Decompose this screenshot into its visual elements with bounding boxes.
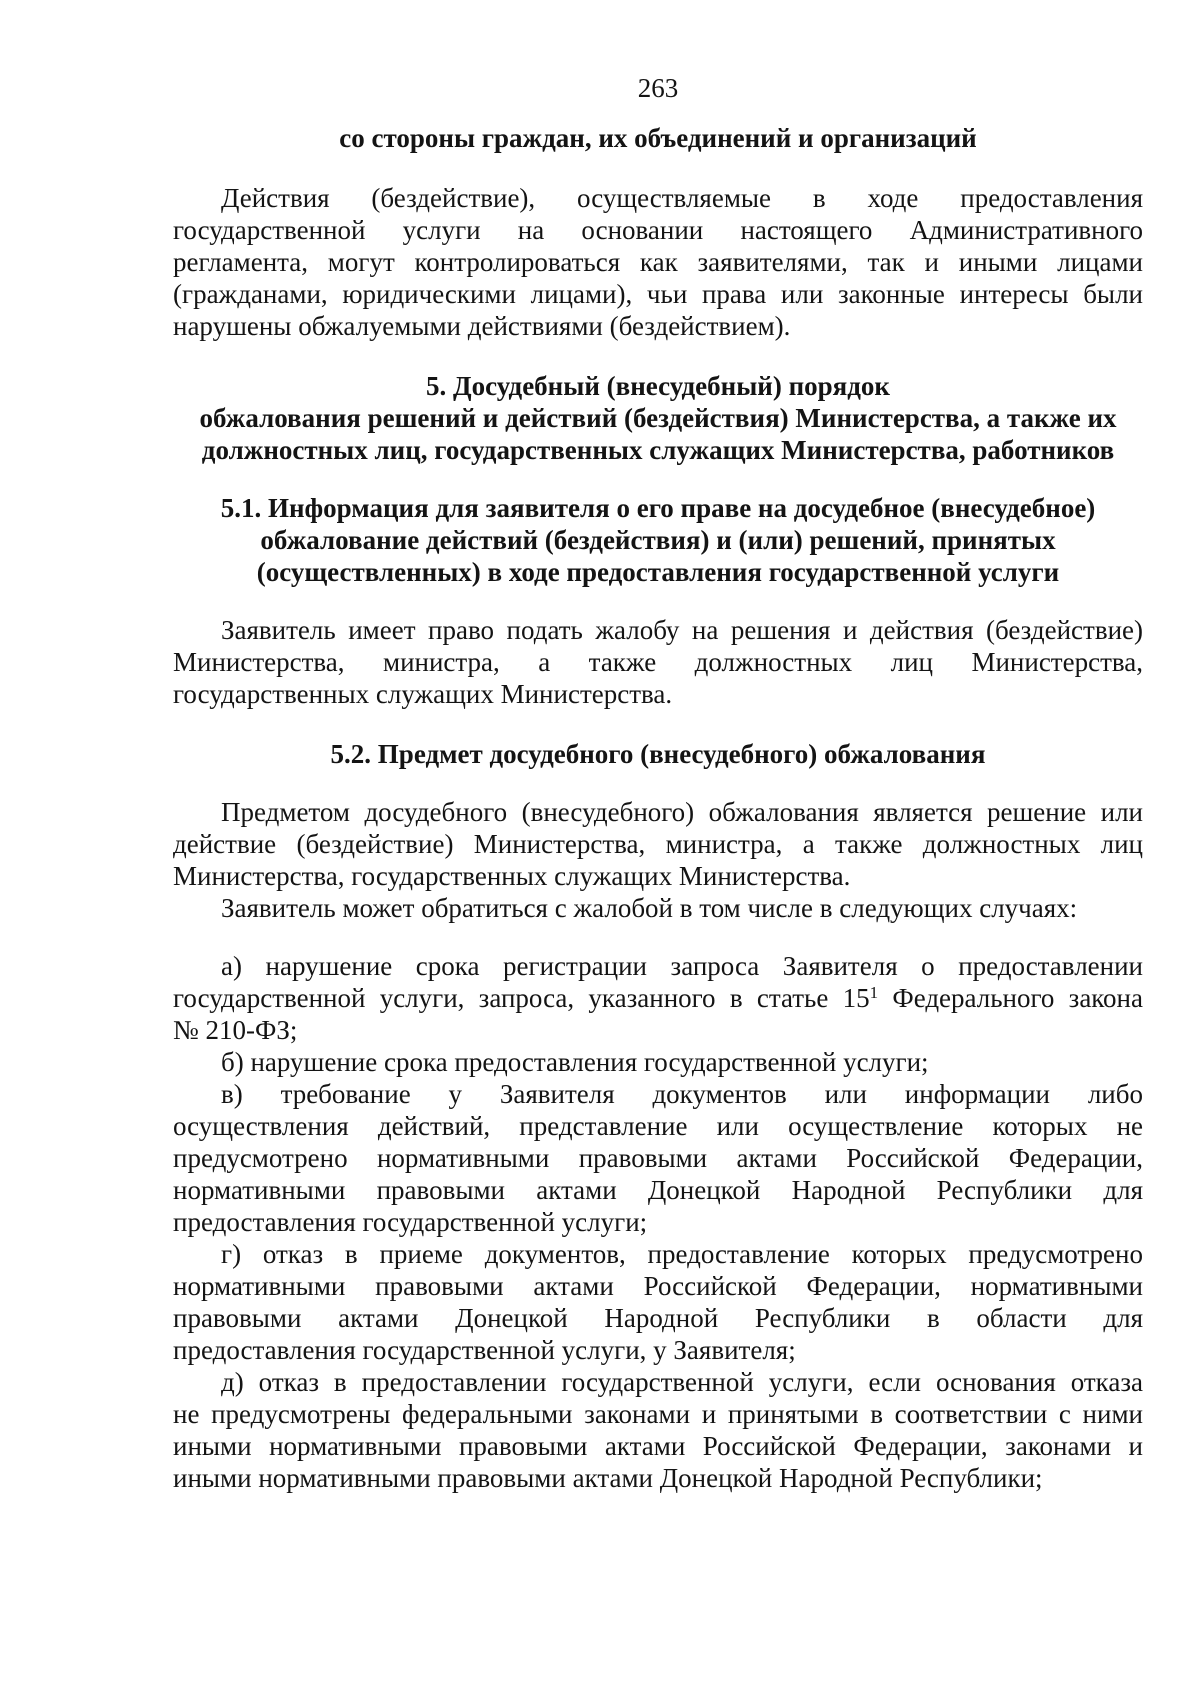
paragraph-line: Предметом досудебного (внесудебного) обжалования является решение или: [221, 797, 1143, 827]
paragraph-line: регламента, могут контролироваться как заявителями, так и иными лицами: [173, 247, 1143, 277]
section-5-1-title: (осуществленных) в ходе предоставления государственной услуги: [256, 557, 1060, 587]
list-item-a-line: № 210-ФЗ;: [173, 1015, 298, 1045]
paragraph-line: Министерства, государственных служащих Министерства.: [173, 861, 851, 891]
section-5-1-title: обжалование действий (бездействия) и (или) решений, принятых: [260, 525, 1056, 555]
list-item-g: г) отказ в приеме документов, предоставление которых предусмотрено: [221, 1239, 1143, 1269]
list-item-d-line: иными нормативными правовыми актами Донецкой Народной Республики;: [173, 1463, 1043, 1493]
paragraph-line: нарушены обжалуемыми действиями (бездействием).: [173, 311, 791, 341]
paragraph-line: государственной услуги на основании настоящего Административного: [173, 215, 1143, 245]
section-heading-continuation: со стороны граждан, их объединений и организаций: [339, 123, 977, 153]
list-item-b: б) нарушение срока предоставления государственной услуги;: [221, 1047, 929, 1077]
list-item-d-line: не предусмотрены федеральными законами и принятыми в соответствии с ними: [173, 1399, 1143, 1429]
page-number: 263: [637, 73, 679, 103]
list-item-g-line: предоставления государственной услуги, у Заявителя;: [173, 1335, 796, 1365]
list-item-v: в) требование у Заявителя документов или информации либо: [221, 1079, 1143, 1109]
list-item-v-line: осуществления действий, представление или осуществление которых не: [173, 1111, 1143, 1141]
list-item-d: д) отказ в предоставлении государственной услуги, если основания отказа: [221, 1367, 1143, 1397]
section-5-2-title: 5.2. Предмет досудебного (внесудебного) обжалования: [330, 739, 986, 769]
paragraph-line: Заявитель имеет право подать жалобу на решения и действия (бездействие): [221, 615, 1143, 645]
paragraph-line: Заявитель может обратиться с жалобой в том числе в следующих случаях:: [221, 893, 1078, 923]
section-5-1-title: 5.1. Информация для заявителя о его праве на досудебное (внесудебное): [220, 493, 1096, 523]
list-item-v-line: нормативными правовыми актами Донецкой Народной Республики для: [173, 1175, 1143, 1205]
section-5-title: 5. Досудебный (внесудебный) порядок: [426, 371, 890, 401]
paragraph-line: (гражданами, юридическими лицами), чьи права или законные интересы были: [173, 279, 1143, 309]
section-5-title: должностных лиц, государственных служащих Министерства, работников: [201, 435, 1115, 465]
list-item-g-line: нормативными правовыми актами Российской Федерации, нормативными: [173, 1271, 1143, 1301]
list-item-v-line: предусмотрено нормативными правовыми актами Российской Федерации,: [173, 1143, 1143, 1173]
superscript: 1: [869, 983, 879, 1002]
paragraph-line: действие (бездействие) Министерства, министра, а также должностных лиц: [173, 829, 1143, 859]
list-item-g-line: правовыми актами Донецкой Народной Республики в области для: [173, 1303, 1143, 1333]
section-5-title: обжалования решений и действий (бездействия) Министерства, а также их: [199, 403, 1117, 433]
paragraph-line: Министерства, министра, а также должностных лиц Министерства,: [173, 647, 1143, 677]
list-item-a: а) нарушение срока регистрации запроса Заявителя о предоставлении: [221, 951, 1143, 981]
list-item-a-line: [173, 982, 1143, 1014]
paragraph-line: государственных служащих Министерства.: [173, 679, 673, 709]
list-item-v-line: предоставления государственной услуги;: [173, 1207, 648, 1237]
list-item-d-line: иными нормативными правовыми актами Российской Федерации, законами и: [173, 1431, 1143, 1461]
text-run: государственной услуги, запроса, указанного в статье 15: [173, 983, 870, 1013]
paragraph-line: Действия (бездействие), осуществляемые в ходе предоставления: [221, 183, 1143, 213]
text-run: Федерального закона: [878, 983, 1143, 1013]
